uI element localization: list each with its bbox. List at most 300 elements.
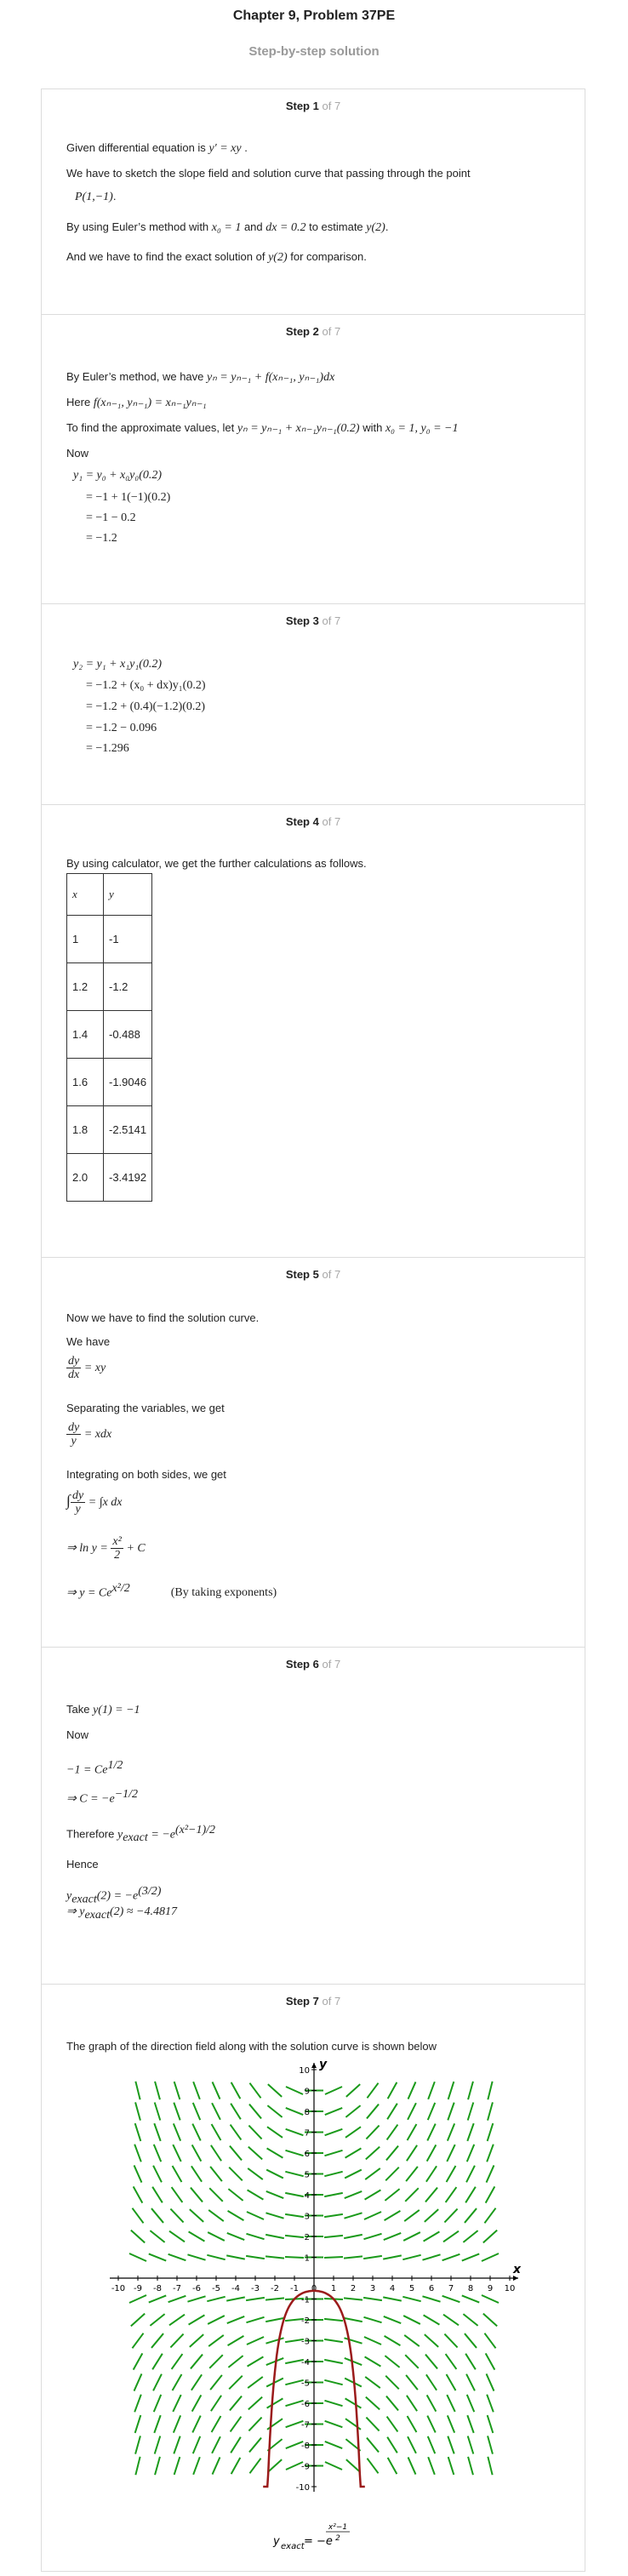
slope-segment xyxy=(246,2298,265,2300)
slope-segment xyxy=(265,2298,284,2299)
slope-segment xyxy=(324,2319,343,2321)
slope-segment xyxy=(402,2297,420,2301)
slope-segment xyxy=(344,2338,362,2343)
slope-segment xyxy=(447,2145,454,2162)
step-2-heading: Step 2 of 7 xyxy=(285,325,341,338)
slope-segment xyxy=(209,2188,223,2202)
slope-segment xyxy=(403,2316,420,2324)
slope-segment xyxy=(151,2333,163,2348)
slope-segment xyxy=(154,2395,161,2412)
x-tick-label: 7 xyxy=(448,2284,454,2293)
slope-segment xyxy=(325,2087,342,2094)
slope-segment xyxy=(344,2256,363,2258)
slope-segment xyxy=(344,2318,363,2322)
slope-segment xyxy=(367,2459,378,2474)
slope-segment xyxy=(229,2376,243,2390)
slope-segment xyxy=(325,2129,343,2135)
slope-segment xyxy=(364,2212,381,2219)
slope-segment xyxy=(191,2188,203,2202)
slope-segment xyxy=(228,2189,243,2201)
slope-segment xyxy=(446,2354,457,2369)
slope-segment xyxy=(324,2172,342,2176)
y-tick-label: 7 xyxy=(304,2128,310,2139)
table-header-x: x xyxy=(67,874,104,916)
slope-segment xyxy=(154,2123,160,2141)
slope-segment xyxy=(386,2146,398,2161)
step-6-line-2: Now xyxy=(66,1728,89,1741)
slope-segment xyxy=(285,2214,304,2217)
slope-segment xyxy=(265,2318,284,2322)
step-1-line-1: Given differential equation is y′ = xy . xyxy=(66,141,248,155)
slope-segment xyxy=(155,2082,160,2099)
slope-segment xyxy=(134,2186,143,2202)
slope-segment xyxy=(208,2316,225,2324)
values-table xyxy=(66,873,152,1202)
slope-segment xyxy=(424,2315,440,2324)
step-6-eq-2: ⇒ $C = -e^{-1/2}$ xyxy=(66,1788,139,1806)
slope-segment xyxy=(187,2296,205,2301)
slope-segment xyxy=(266,2170,283,2179)
slope-segment xyxy=(246,2317,264,2322)
slope-segment xyxy=(135,2436,140,2453)
step-6-eq-4: ⇒ $y_{exact}(2) \approx -4.4817$ xyxy=(66,1905,177,1922)
slope-segment xyxy=(286,2087,303,2094)
slope-segment xyxy=(422,2254,440,2259)
x-tick-label: -8 xyxy=(153,2284,162,2293)
step-5-eq-2: $\frac{dy}{y}$ = xdx xyxy=(68,1421,112,1448)
slope-segment xyxy=(230,2146,242,2161)
slope-segment xyxy=(227,2316,244,2323)
slope-segment xyxy=(286,2129,304,2135)
slope-segment xyxy=(324,2150,342,2156)
step-2-line-3: To find the approximate values, let yₙ = yₙ₋₁ + xₙ₋₁yₙ₋₁(0.2) with x₀ = 1, y₀ = −1 xyxy=(66,421,459,435)
slope-segment xyxy=(446,2187,457,2202)
table-row: 2.0 -3.4192 xyxy=(67,1154,152,1202)
slope-segment xyxy=(465,2333,477,2348)
slope-segment xyxy=(193,2436,200,2453)
slope-segment xyxy=(425,2334,438,2347)
slope-segment xyxy=(468,2103,474,2121)
slope-segment xyxy=(483,2230,497,2243)
y-tick-label: 8 xyxy=(304,2108,310,2117)
slope-segment xyxy=(246,2234,264,2239)
slope-segment xyxy=(285,2193,304,2196)
slope-segment xyxy=(285,2172,303,2176)
slope-segment xyxy=(488,2457,492,2475)
slope-segment xyxy=(285,2257,304,2258)
slope-segment xyxy=(448,2103,454,2121)
slope-segment xyxy=(466,2374,475,2391)
slope-segment xyxy=(448,2415,454,2432)
x-tick-label: -4 xyxy=(231,2284,240,2293)
slope-segment xyxy=(150,2230,164,2242)
slope-segment xyxy=(468,2457,473,2475)
slope-segment xyxy=(149,2295,166,2302)
slope-segment xyxy=(408,2082,416,2099)
slope-segment xyxy=(365,2190,381,2199)
slope-segment xyxy=(134,2353,143,2369)
slope-segment xyxy=(248,2190,264,2199)
slope-segment xyxy=(443,2315,459,2326)
slope-segment xyxy=(193,2082,200,2099)
y-tick-label: -6 xyxy=(301,2400,310,2409)
slope-segment xyxy=(365,2377,380,2388)
slope-segment xyxy=(248,2356,264,2366)
slope-segment xyxy=(249,2438,261,2453)
step-5-line-4: Integrating on both sides, we get xyxy=(66,1468,226,1481)
slope-segment xyxy=(210,2167,222,2181)
slope-segment xyxy=(191,2166,202,2181)
y-tick-label: -1 xyxy=(301,2295,310,2305)
slope-segment xyxy=(404,2210,420,2221)
slope-segment xyxy=(192,2416,200,2433)
x-axis-label: x xyxy=(513,2263,522,2276)
slope-segment xyxy=(427,2145,437,2161)
slope-segment xyxy=(425,2355,437,2369)
step-5-line-2: We have xyxy=(66,1335,111,1348)
slope-segment xyxy=(131,2314,145,2327)
slope-segment xyxy=(193,2103,200,2120)
step-6-line-1: Take y(1) = −1 xyxy=(66,1703,140,1716)
slope-segment xyxy=(134,2395,141,2413)
slope-segment xyxy=(325,2462,342,2470)
step-5-card xyxy=(41,1258,585,1648)
slope-segment xyxy=(265,2213,283,2218)
slope-segment xyxy=(208,2232,225,2241)
step-1-heading: Step 1 of 7 xyxy=(285,100,341,112)
slope-segment xyxy=(385,2211,401,2220)
y-tick-label: -9 xyxy=(301,2462,310,2472)
slope-segment xyxy=(388,2082,397,2099)
slope-segment xyxy=(402,2255,420,2259)
slope-segment xyxy=(486,2186,495,2202)
slope-segment xyxy=(324,2236,343,2237)
slope-segment xyxy=(487,2373,494,2390)
slope-segment xyxy=(286,2108,303,2115)
step-3-heading: Step 3 of 7 xyxy=(285,614,341,627)
slope-segment xyxy=(210,2375,222,2390)
slope-segment xyxy=(190,2334,203,2347)
slope-segment xyxy=(422,2296,440,2301)
slope-segment xyxy=(266,2191,283,2198)
curve-label-den: 2 xyxy=(335,2534,340,2543)
slope-segment xyxy=(425,2188,437,2202)
slope-segment xyxy=(468,2436,474,2454)
slope-segment xyxy=(212,2103,220,2120)
step-6-eq-1: $-1 = Ce^{1/2}$ xyxy=(66,1759,123,1777)
step-1-card xyxy=(41,89,585,315)
slope-segment xyxy=(385,2356,399,2368)
slope-segment xyxy=(132,2333,143,2349)
step-4-line-1: By using calculator, we get the further calculations as follows. xyxy=(66,857,367,870)
page-subtitle: Step-by-step solution xyxy=(248,44,380,59)
slope-segment xyxy=(173,2395,180,2412)
slope-segment xyxy=(488,2082,492,2099)
slope-segment xyxy=(213,2082,220,2099)
slope-segment xyxy=(170,2334,183,2348)
slope-segment xyxy=(151,2208,163,2223)
table-header-y: y xyxy=(104,874,152,916)
slope-segment xyxy=(192,2124,200,2141)
slope-segment xyxy=(345,2191,362,2198)
step-2-line-4: Now xyxy=(66,447,89,460)
table-row: 1.2 -1.2 xyxy=(67,963,152,1011)
step-7-line-1: The graph of the direction field along with the solution curve is shown below xyxy=(66,2040,437,2053)
slope-segment xyxy=(267,2398,283,2408)
slope-segment xyxy=(365,2356,381,2366)
slope-segment xyxy=(226,2297,245,2300)
slope-segment xyxy=(427,2395,437,2411)
slope-segment xyxy=(131,2230,145,2243)
slope-segment xyxy=(428,2436,435,2453)
slope-segment xyxy=(463,2314,477,2326)
slope-segment xyxy=(212,2436,220,2453)
slope-segment xyxy=(247,2212,264,2219)
slope-segment xyxy=(265,2235,284,2238)
y-tick-label: 3 xyxy=(304,2212,310,2222)
slope-segment xyxy=(442,2296,460,2302)
slope-segment xyxy=(208,2210,224,2221)
slope-segment xyxy=(404,2335,420,2346)
slope-segment xyxy=(467,2145,474,2162)
slope-segment xyxy=(447,2166,456,2182)
slope-segment xyxy=(385,2376,399,2390)
slope-segment xyxy=(424,2231,440,2241)
slope-segment xyxy=(168,2296,186,2302)
slope-segment xyxy=(467,2395,474,2412)
slope-segment xyxy=(135,2082,140,2099)
slope-segment xyxy=(155,2436,161,2454)
step-7-card xyxy=(41,1985,585,2572)
y-tick-label: -8 xyxy=(301,2442,310,2451)
slope-segment xyxy=(129,2295,146,2303)
step-1-line-4: By using Euler’s method with x₀ = 1 and dx = 0.2 to estimate y(2). xyxy=(66,220,389,234)
slope-segment xyxy=(365,2168,380,2179)
slope-segment xyxy=(174,2436,180,2454)
slope-segment xyxy=(428,2082,435,2099)
slope-segment xyxy=(482,2253,499,2261)
x-tick-label: -1 xyxy=(290,2284,299,2293)
slope-segment xyxy=(192,2395,202,2411)
x-tick-label: 0 xyxy=(311,2284,317,2293)
slope-segment xyxy=(190,2209,203,2222)
slope-segment xyxy=(134,2145,141,2162)
x-tick-label: -3 xyxy=(251,2284,260,2293)
x-tick-label: 10 xyxy=(504,2284,516,2293)
slope-segment xyxy=(324,2401,342,2406)
slope-segment xyxy=(325,2108,342,2115)
slope-segment xyxy=(212,2416,221,2432)
slope-segment xyxy=(448,2123,454,2140)
step-6-line-3: Therefore $y_{exact} = -e^{(x^2-1)/2}$ xyxy=(66,1824,216,1844)
step-5-heading: Step 5 of 7 xyxy=(285,1268,341,1281)
slope-segment xyxy=(465,2208,477,2223)
slope-segment xyxy=(174,2082,180,2099)
curve-label-rhs: = −e xyxy=(304,2535,333,2548)
table-row: 1.4 -0.488 xyxy=(67,1011,152,1059)
slope-segment xyxy=(428,2457,435,2475)
slope-segment xyxy=(488,2415,494,2433)
slope-segment xyxy=(153,2374,162,2391)
slope-segment xyxy=(226,2255,245,2259)
slope-segment xyxy=(249,2459,260,2474)
x-tick-label: -6 xyxy=(192,2284,201,2293)
slope-segment xyxy=(487,2145,494,2162)
slope-segment xyxy=(345,2127,361,2138)
y-tick-label: -2 xyxy=(301,2316,310,2326)
slope-segment xyxy=(193,2457,200,2475)
slope-segment xyxy=(211,2396,221,2411)
slope-segment xyxy=(363,2256,382,2259)
slope-segment xyxy=(192,2145,202,2161)
slope-segment xyxy=(467,2415,473,2433)
slope-segment xyxy=(325,2421,343,2427)
slope-segment xyxy=(230,2396,242,2411)
slope-segment xyxy=(403,2232,420,2241)
slope-segment xyxy=(408,2103,416,2120)
slope-segment xyxy=(385,2189,399,2201)
slope-segment xyxy=(174,2415,180,2432)
slope-segment xyxy=(153,2166,162,2183)
slope-segment xyxy=(363,2317,381,2322)
slope-segment xyxy=(191,2374,202,2390)
slope-segment xyxy=(231,2082,241,2099)
x-tick-label: -7 xyxy=(173,2284,181,2293)
slope-segment xyxy=(324,2339,343,2342)
slope-segment xyxy=(154,2415,160,2433)
slope-segment xyxy=(135,2123,141,2141)
step-6-heading: Step 6 of 7 xyxy=(285,1658,341,1671)
x-tick-label: 8 xyxy=(467,2284,474,2293)
slope-segment xyxy=(324,2193,343,2196)
slope-segment xyxy=(407,2396,417,2411)
slope-segment xyxy=(231,2417,242,2432)
slope-segment xyxy=(345,2105,360,2117)
step-1-line-5: And we have to find the exact solution of y(2) for comparison. xyxy=(66,250,367,264)
slope-segment xyxy=(207,2255,225,2259)
step-5-eq-5: ⇒ $y = Ce^{x^2/2}$ (By taking exponents) xyxy=(66,1582,277,1600)
slope-segment xyxy=(405,2188,419,2202)
slope-segment xyxy=(463,2230,477,2242)
y-tick-label: 4 xyxy=(304,2191,310,2201)
slope-segment xyxy=(324,2257,343,2258)
slope-segment xyxy=(427,2416,435,2433)
slope-segment xyxy=(134,2165,142,2182)
slope-segment xyxy=(366,2397,380,2410)
slope-segment xyxy=(187,2254,205,2259)
slope-segment xyxy=(228,2211,244,2220)
table-row: 1 -1 xyxy=(67,916,152,963)
slope-segment xyxy=(324,2360,343,2363)
slope-segment xyxy=(169,2231,185,2242)
curve-label-y: y xyxy=(273,2535,280,2548)
step-5-eq-1: $\frac{dy}{dx}$ = xy xyxy=(68,1355,106,1381)
slope-segment xyxy=(189,2315,205,2324)
slope-segment xyxy=(387,2437,397,2453)
slope-segment xyxy=(135,2415,141,2433)
slope-segment xyxy=(427,2124,435,2141)
slope-segment xyxy=(366,2147,380,2160)
step-2-eq-4: = −1.2 xyxy=(86,532,117,545)
slope-segment xyxy=(426,2374,437,2390)
slope-segment xyxy=(248,2168,263,2179)
curve-label-sub: exact xyxy=(281,2542,305,2551)
slope-segment xyxy=(249,2083,260,2099)
slope-segment xyxy=(447,2395,454,2412)
slope-segment xyxy=(448,2457,454,2475)
slope-segment xyxy=(265,2256,284,2258)
slope-segment xyxy=(228,2336,244,2345)
slope-segment xyxy=(488,2436,493,2453)
slope-segment xyxy=(168,2254,186,2260)
slope-segment xyxy=(387,2417,398,2432)
slope-segment xyxy=(346,2084,360,2097)
slope-segment xyxy=(444,2209,457,2223)
slope-segment xyxy=(468,2082,473,2099)
slope-segment xyxy=(383,2255,402,2259)
slope-segment xyxy=(366,2126,379,2139)
slope-segment xyxy=(366,2418,379,2431)
slope-segment xyxy=(345,2148,362,2157)
step-5-eq-4: ⇒ ln y = $\frac{\text{x²}}{2}$ + C xyxy=(66,1535,146,1562)
x-tick-label: -9 xyxy=(134,2284,142,2293)
y-tick-label: 1 xyxy=(304,2253,310,2264)
y-axis-label: y xyxy=(319,2058,328,2071)
slope-segment xyxy=(467,2123,473,2141)
slope-segment xyxy=(155,2457,160,2475)
step-3-eq-3: = −1.2 + (0.4)(−1.2)(0.2) xyxy=(86,700,206,713)
slope-segment xyxy=(174,2457,180,2475)
slope-segment xyxy=(135,2102,140,2120)
slope-segment xyxy=(384,2316,401,2323)
slope-segment xyxy=(172,2354,183,2369)
slope-segment xyxy=(385,2336,401,2345)
slope-segment xyxy=(488,2102,493,2120)
slope-segment xyxy=(189,2231,205,2241)
slope-segment xyxy=(135,2457,140,2475)
slope-segment xyxy=(364,2337,381,2345)
slope-segment xyxy=(154,2145,161,2162)
slope-segment xyxy=(448,2436,454,2454)
step-2-line-1: By Euler’s method, we have yₙ = yₙ₋₁ + f(xₙ₋₁, yₙ₋₁)dx xyxy=(66,370,335,384)
slope-segment xyxy=(132,2208,143,2224)
slope-segment xyxy=(367,2105,379,2119)
slope-segment xyxy=(213,2457,220,2474)
slope-segment xyxy=(426,2166,437,2181)
y-tick-label: -7 xyxy=(301,2420,310,2430)
slope-segment xyxy=(191,2355,203,2369)
step-3-card xyxy=(41,604,585,805)
slope-segment xyxy=(385,2168,399,2181)
slope-segment xyxy=(229,2168,243,2181)
x-tick-label: 1 xyxy=(330,2284,337,2293)
y-tick-label: -4 xyxy=(301,2358,310,2368)
slope-segment xyxy=(208,2335,224,2346)
slope-segment xyxy=(174,2123,180,2140)
slope-segment xyxy=(407,2145,417,2161)
step-5-line-3: Separating the variables, we get xyxy=(66,1402,225,1414)
slope-segment xyxy=(248,2377,263,2388)
slope-segment xyxy=(425,2209,438,2222)
slope-segment xyxy=(383,2297,402,2300)
slope-segment xyxy=(172,2187,183,2202)
slope-segment xyxy=(246,2256,265,2259)
slope-segment xyxy=(408,2416,417,2432)
step-7-heading: Step 7 of 7 xyxy=(285,1995,341,2008)
slope-segment xyxy=(267,2105,282,2117)
slope-segment xyxy=(465,2354,476,2370)
slope-segment xyxy=(388,2458,397,2474)
